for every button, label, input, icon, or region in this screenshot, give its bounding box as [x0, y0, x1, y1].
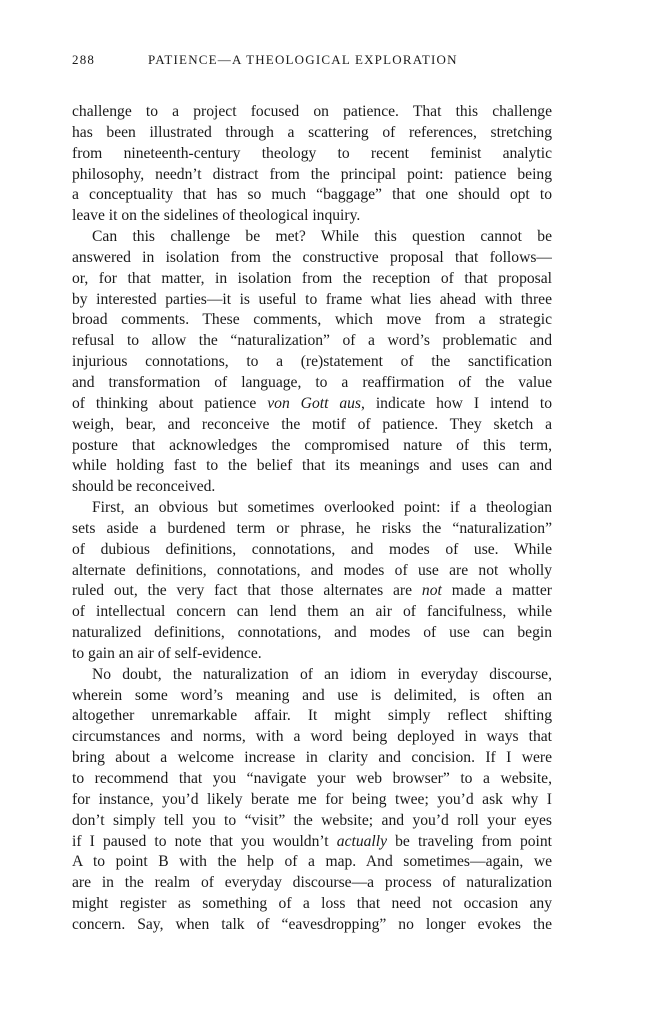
- text-line: should be reconceived.: [72, 478, 216, 496]
- text-line: altogether unremarkable affair. It might simply reflect shifting: [72, 707, 552, 725]
- text-segment: if I paused to note that you wouldn’t: [72, 832, 337, 850]
- text-line: leave it on the sidelines of theological inquiry.: [72, 207, 361, 225]
- body-text: [72, 102, 552, 936]
- text-line: to recommend that you “navigate your web browser” to a website,: [72, 770, 552, 787]
- text-segment: made a matter: [441, 582, 552, 600]
- text-segment: of thinking about patience: [72, 394, 268, 412]
- text-line: from nineteenth-century theology to recent feminist analytic: [72, 144, 552, 162]
- text-line: broad comments. These comments, which move from a strategic: [72, 311, 552, 329]
- text-segment: , indicate how I intend to: [361, 394, 552, 412]
- page-header: [72, 52, 580, 72]
- text-line: posture that acknowledges the compromised nature of this term,: [72, 436, 552, 454]
- text-line: or, for that matter, in isolation from the reception of that proposal: [72, 269, 552, 287]
- text-line: has been illustrated through a scattering of references, stretching: [72, 123, 552, 141]
- text-segment: be traveling from point: [387, 832, 552, 850]
- text-line: refusal to allow the “naturalization” of a word’s problematic and: [72, 332, 552, 350]
- italic-segment: not: [421, 582, 442, 600]
- text-line: circumstances and norms, with a word being deployed in ways that: [72, 728, 552, 746]
- text-line: philosophy, needn’t distract from the principal point: patience being: [72, 165, 552, 183]
- text-line: might register as something of a loss that need not occasion any: [72, 895, 552, 913]
- text-segment: ruled out, the very fact that those alternates are: [72, 582, 422, 600]
- text-line: don’t simply tell you to “visit” the website; and you’d roll your eyes: [72, 811, 552, 829]
- text-line: wherein some word’s meaning and use is delimited, is often an: [72, 686, 552, 704]
- text-line: answered in isolation from the constructive proposal that follows—: [72, 248, 552, 266]
- text-line: [72, 394, 552, 415]
- italic-segment: actually: [336, 832, 387, 850]
- text-line: alternate definitions, connotations, and modes of use are not wholly: [72, 561, 552, 579]
- text-line: and transformation of language, to a reaffirmation of the value: [72, 373, 552, 391]
- text-line: weigh, bear, and reconceive the motif of patience. They sketch a: [72, 415, 552, 433]
- text-line: naturalized definitions, connotations, and modes of use can begin: [72, 624, 552, 642]
- text-line: challenge to a project focused on patience. That this challenge: [72, 103, 552, 120]
- text-line: [72, 581, 552, 602]
- text-line: sets aside a burdened term or phrase, he risks the “naturalization”: [72, 519, 552, 537]
- text-line: No doubt, the naturalization of an idiom in everyday discourse,: [92, 665, 552, 683]
- text-line: First, an obvious but sometimes overlooked point: if a theologian: [92, 499, 552, 517]
- text-line: by interested parties—it is useful to frame what lies ahead with three: [72, 290, 552, 308]
- running-head: PATIENCE—A THEOLOGICAL EXPLORATION: [148, 52, 458, 67]
- text-line: A to point B with the help of a map. And sometimes—again, we: [72, 853, 552, 871]
- text-line: injurious connotations, to a (re)statement of the sanctification: [72, 353, 552, 371]
- text-line: bring about a welcome increase in clarity and concision. If I were: [72, 749, 552, 767]
- text-line: for instance, you’d likely berate me for being twee; you’d ask why I: [72, 790, 552, 808]
- text-line: to gain an air of self-evidence.: [72, 644, 262, 662]
- text-line: concern. Say, when talk of “eavesdropping” no longer evokes the: [72, 915, 552, 933]
- text-line: a conceptuality that has so much “baggage” that one should opt to: [72, 186, 552, 204]
- page-number: 288: [72, 52, 96, 67]
- text-line: of dubious definitions, connotations, and modes of use. While: [72, 540, 552, 558]
- text-line: [72, 832, 552, 853]
- text-line: while holding fast to the belief that its meanings and uses can and: [72, 457, 552, 475]
- text-line: of intellectual concern can lend them an air of fancifulness, while: [72, 603, 552, 621]
- text-line: Can this challenge be met? While this question cannot be: [92, 228, 552, 246]
- italic-segment: von Gott aus: [267, 394, 361, 412]
- text-line: are in the realm of everyday discourse—a process of naturalization: [72, 874, 552, 892]
